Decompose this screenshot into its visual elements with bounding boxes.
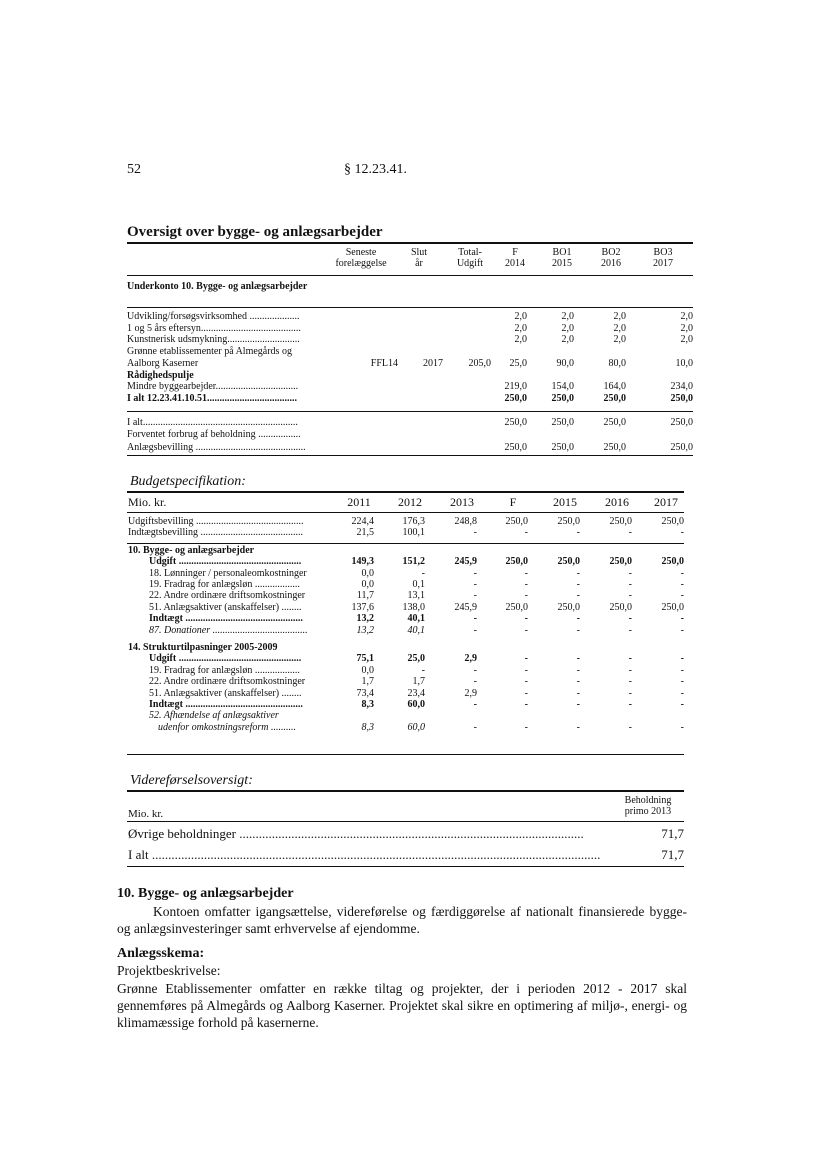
budget-row-label: 22. Andre ordinære driftsomkostninger [149, 676, 306, 688]
scheme-text: Grønne Etablissementer omfatter en række tiltag og projekter, der i perioden 2012 - 2017 skal gennemføres på Almegårds og Aalborg Kaserner. Projektet skal sikre en optimering af miljø-, energi- og klimamæssige forhold på kasernerne. [117, 981, 687, 1030]
budget-cell-value: - [576, 664, 580, 676]
overview-total-value: 250,0 [603, 417, 626, 428]
budget-cell-value: - [576, 590, 580, 602]
overview-title: Oversigt over bygge- og anlægsarbejder [127, 224, 383, 240]
budget-cell-value: - [576, 567, 580, 579]
budget-cell-value: - [628, 579, 632, 590]
overview-row-label: Grønne etablissementer på Almegårds og [127, 346, 292, 358]
budget-cell-value: - [576, 721, 580, 733]
overview-row-value: 2017 [423, 357, 443, 369]
overview-row-label: 1 og 5 års eftersyn........................................ [127, 322, 301, 334]
budget-cell-value: - [680, 590, 684, 602]
budget-cell-value: - [680, 613, 684, 625]
overview-row-value: 250,0 [603, 392, 626, 404]
budget-cell-value: 250,0 [661, 556, 684, 568]
budget-cell-value: - [524, 664, 528, 676]
budget-cell-value: 250,0 [505, 601, 528, 613]
overview-row-label: Udvikling/forsøgsvirksomhed .................... [127, 311, 300, 322]
budget-cell-value: - [680, 664, 684, 676]
budget-cell-value: - [628, 567, 632, 579]
budget-cell-value: - [576, 687, 580, 699]
budget-cell-value: - [628, 676, 632, 688]
overview-row-value: 2,0 [680, 322, 693, 334]
overview-row-value: 154,0 [551, 381, 574, 393]
budget-cell-value: 1,7 [361, 676, 374, 688]
budget-cell-value: 250,0 [661, 601, 684, 613]
budget-cell-value: - [524, 653, 528, 665]
overview-row-value: 2,0 [561, 322, 574, 334]
overview-row-label: Kunstnerisk udsmykning............................. [127, 334, 300, 346]
budget-row-label: Indtægt ............................................... [149, 613, 303, 625]
overview-header-line2: forelæggelse [335, 258, 387, 269]
budget-cell-value: 250,0 [557, 556, 580, 568]
overview-row-value: 2,0 [514, 322, 527, 334]
section10-heading: 10. Bygge- og anlægsarbejder [117, 886, 294, 901]
budget-cell-value: - [473, 699, 477, 710]
overview-header-line1: BO3 [653, 247, 673, 258]
budget-cell-value: 0,0 [361, 579, 374, 590]
overview-row-label: Mindre byggearbejder................................. [127, 381, 299, 393]
budget-cell-value: - [524, 676, 528, 688]
budget-row-rule [127, 543, 684, 544]
budget-cell-value: - [628, 590, 632, 602]
budget-cell-value: 250,0 [609, 516, 632, 527]
budget-cell-value: 75,1 [356, 653, 374, 665]
budget-cell-value: - [680, 687, 684, 699]
budget-cell-value: - [628, 653, 632, 665]
budget-cell-value: 0,1 [412, 579, 425, 590]
overview-row-value: 250,0 [504, 392, 527, 404]
transfer-col-line2: primo 2013 [624, 806, 672, 817]
overview-total-label: Forventet forbrug af beholdning ................. [127, 429, 301, 441]
budget-cell-value: 100,1 [402, 527, 425, 539]
overview-row-label: Aalborg Kaserner [127, 357, 199, 369]
budget-cell-value: - [524, 527, 528, 539]
budget-cell-value: - [576, 613, 580, 625]
budget-cell-value: - [576, 527, 580, 539]
budget-cell-value: - [473, 676, 477, 688]
budget-row-label: 52. Afhændelse af anlægsaktiver [149, 710, 279, 722]
budget-cell-value: - [524, 699, 528, 710]
overview-row-value: 205,0 [468, 357, 491, 369]
budget-cell-value: 151,2 [402, 556, 425, 568]
budget-row-label: Udgiftsbevilling ........................................... [128, 516, 304, 527]
overview-header-line1: BO1 [552, 247, 572, 258]
budget-row-label: Indtægtsbevilling ......................................... [128, 527, 303, 539]
budget-cell-value: - [628, 687, 632, 699]
budget-cell-value: - [680, 676, 684, 688]
budget-cell-value: - [576, 579, 580, 590]
overview-row-value: FFL14 [370, 357, 398, 369]
budget-cell-value: 2,9 [464, 687, 477, 699]
budget-cell-value: - [421, 567, 425, 579]
overview-row-label: I alt 12.23.41.10.51.................................... [127, 392, 297, 404]
budget-cell-value: 245,9 [454, 601, 477, 613]
overview-row-value: 2,0 [613, 322, 626, 334]
overview-total-value: 250,0 [504, 417, 527, 428]
budget-cell-value: 25,0 [407, 653, 425, 665]
overview-total-value: 250,0 [551, 417, 574, 428]
budget-year-header: 2015 [553, 495, 577, 509]
overview-header-line1: Total- [458, 247, 482, 258]
budget-cell-value: 2,9 [464, 653, 477, 665]
section-reference: § 12.23.41. [344, 162, 407, 177]
overview-header-line2: 2017 [653, 258, 673, 269]
overview-total-value: 250,0 [603, 441, 626, 453]
budget-cell-value: - [524, 613, 528, 625]
overview-header-rule [127, 275, 693, 276]
budget-cell-value: - [473, 721, 477, 733]
budget-cell-value: 11,7 [356, 590, 374, 602]
overview-row-value: 219,0 [504, 381, 527, 393]
budget-cell-value: - [576, 653, 580, 665]
transfer-row-label: Øvrige beholdninger .......................................................................................................... [128, 826, 584, 841]
budget-cell-value: 13,2 [356, 613, 374, 625]
budget-cell-value: - [576, 699, 580, 710]
budget-bottom-rule [127, 754, 684, 755]
budget-cell-value: - [680, 721, 684, 733]
budget-row-label: udenfor omkostningsreform .......... [158, 721, 296, 733]
overview-row-value: 164,0 [603, 381, 626, 393]
budget-year-header: 2013 [450, 495, 474, 509]
overview-bottom-rule [127, 455, 693, 456]
transfer-col-line1: Beholdning [624, 795, 672, 806]
page-number: 52 [127, 162, 141, 177]
overview-row-value: 2,0 [680, 311, 693, 322]
budget-cell-value: 8,3 [361, 699, 374, 710]
scheme-subheading: Projektbeskrivelse: [117, 963, 221, 978]
budget-cell-value: - [628, 699, 632, 710]
budget-cell-value: 250,0 [661, 516, 684, 527]
budget-cell-value: - [473, 624, 477, 636]
budget-cell-value: 60,0 [407, 699, 425, 710]
budget-cell-value: - [473, 664, 477, 676]
budget-year-header: 2016 [605, 495, 629, 509]
budget-cell-value: 245,9 [454, 556, 477, 568]
transfer-row-value: 71,7 [661, 826, 684, 841]
budget-cell-value: - [473, 567, 477, 579]
budget-cell-value: - [524, 721, 528, 733]
budget-top-rule [127, 491, 684, 493]
overview-row-value: 234,0 [670, 381, 693, 393]
transfer-row-label: I alt .......................................................................................................................................... [128, 847, 601, 862]
transfer-bottom-rule [127, 866, 684, 867]
overview-row-value: 250,0 [670, 392, 693, 404]
budget-cell-value: 149,3 [351, 556, 374, 568]
overview-row-value: 250,0 [551, 392, 574, 404]
budget-cell-value: 176,3 [402, 516, 425, 527]
overview-row-value: 2,0 [561, 334, 574, 346]
budget-cell-value: - [524, 567, 528, 579]
overview-header-line2: Udgift [456, 258, 484, 269]
budget-cell-value: - [473, 527, 477, 539]
overview-total-value: 250,0 [551, 441, 574, 453]
budget-row-label: Udgift ................................................. [149, 653, 302, 665]
overview-row-value: 2,0 [680, 334, 693, 346]
overview-top-rule [127, 242, 693, 244]
overview-header-line2: 2016 [601, 258, 621, 269]
budget-cell-value: - [524, 579, 528, 590]
budget-cell-value: 250,0 [557, 516, 580, 527]
overview-row-value: 2,0 [613, 311, 626, 322]
budget-cell-value: 40,1 [407, 613, 425, 625]
overview-header-line1: Seneste [345, 247, 377, 258]
overview-row-value: 2,0 [514, 334, 527, 346]
overview-row-label: Rådighedspulje [127, 369, 194, 381]
overview-header-line2: 2014 [505, 258, 525, 269]
budget-unit: Mio. kr. [128, 495, 167, 509]
budget-cell-value: 0,0 [361, 664, 374, 676]
budget-row-label: 51. Anlægsaktiver (anskaffelser) ........ [149, 601, 302, 613]
overview-total-label: I alt.............................................................. [127, 417, 298, 428]
overview-header-line2: 2015 [552, 258, 572, 269]
budget-year-header: 2011 [347, 495, 371, 509]
overview-row-value: 80,0 [608, 357, 626, 369]
overview-row-value: 2,0 [514, 311, 527, 322]
overview-row-value: 90,0 [556, 357, 574, 369]
overview-row-value: 25,0 [509, 357, 527, 369]
budget-cell-value: 23,4 [407, 687, 425, 699]
budget-row-label: 14. Strukturtilpasninger 2005-2009 [128, 642, 278, 653]
budget-cell-value: - [628, 721, 632, 733]
budget-cell-value: 73,4 [356, 687, 374, 699]
overview-header-line1: F [512, 247, 518, 258]
budget-cell-value: 250,0 [505, 556, 528, 568]
budget-cell-value: 40,1 [407, 624, 425, 636]
budget-cell-value: 0,0 [361, 567, 374, 579]
budget-cell-value: - [680, 624, 684, 636]
transfer-unit: Mio. kr. [128, 808, 164, 820]
budget-cell-value: 1,7 [412, 676, 425, 688]
transfer-header-rule [127, 821, 684, 822]
budget-year-header: 2017 [654, 495, 678, 509]
budget-row-label: 51. Anlægsaktiver (anskaffelser) ........ [149, 687, 302, 699]
budget-cell-value: - [473, 613, 477, 625]
budget-row-label: 19. Fradrag for anlægsløn .................. [149, 664, 300, 676]
budget-cell-value: - [524, 624, 528, 636]
overview-total-label: Anlægsbevilling ............................................ [127, 441, 306, 453]
budget-row-label: 87. Donationer ...................................... [149, 624, 308, 636]
budget-cell-value: - [628, 624, 632, 636]
overview-header-line2: år [415, 258, 423, 269]
budget-cell-value: - [680, 567, 684, 579]
overview-row-value: 2,0 [561, 311, 574, 322]
budget-cell-value: 21,5 [356, 527, 374, 539]
budget-row-label: 19. Fradrag for anlægsløn .................. [149, 579, 300, 590]
budget-cell-value: 250,0 [609, 556, 632, 568]
overview-row-value: 2,0 [613, 334, 626, 346]
budget-cell-value: - [421, 664, 425, 676]
budget-cell-value: 137,6 [351, 601, 374, 613]
budget-cell-value: - [680, 653, 684, 665]
transfer-row-value: 71,7 [661, 847, 684, 862]
budget-cell-value: - [524, 590, 528, 602]
budget-cell-value: - [628, 613, 632, 625]
budget-cell-value: 60,0 [407, 721, 425, 733]
budget-row-label: 18. Lønninger / personaleomkostninger [149, 567, 307, 579]
overview-row-value: 10,0 [675, 357, 693, 369]
section10-text: Kontoen omfatter igangsættelse, videreførelse og færdiggørelse af nationalt finansierede bygge- og anlægsinvesteringer samt erhvervelse af ejendomme. [117, 904, 687, 936]
budget-cell-value: - [628, 527, 632, 539]
budget-cell-value: 248,8 [454, 516, 477, 527]
overview-total-value: 250,0 [670, 441, 693, 453]
budget-cell-value: - [680, 527, 684, 539]
budget-cell-value: 250,0 [557, 601, 580, 613]
scheme-heading: Anlægsskema: [117, 946, 205, 961]
overview-total-value: 250,0 [504, 441, 527, 453]
budget-cell-value: - [473, 590, 477, 602]
budget-cell-value: 224,4 [351, 516, 374, 527]
budget-cell-value: 250,0 [505, 516, 528, 527]
transfer-top-rule [127, 790, 684, 792]
budget-cell-value: - [576, 624, 580, 636]
budget-row-label: 22. Andre ordinære driftsomkostninger [149, 590, 306, 602]
budget-row-label: Indtægt ............................................... [149, 699, 303, 710]
budget-cell-value: 13,1 [407, 590, 425, 602]
overview-total-rule [127, 411, 693, 412]
budget-cell-value: - [576, 676, 580, 688]
budget-row-label: Udgift ................................................. [149, 556, 302, 568]
overview-header-line1: BO2 [601, 247, 621, 258]
budget-cell-value: - [680, 579, 684, 590]
budget-cell-value: - [524, 687, 528, 699]
transfer-title: Videreførselsoversigt: [130, 773, 253, 788]
overview-subaccount-label: Underkonto 10. Bygge- og anlægsarbejder [127, 281, 308, 292]
budget-cell-value: - [680, 699, 684, 710]
budget-cell-value: 13,2 [356, 624, 374, 636]
budget-year-header: 2012 [398, 495, 422, 509]
budget-header-rule [127, 512, 684, 513]
budget-cell-value: 8,3 [361, 721, 374, 733]
budget-cell-value: - [628, 664, 632, 676]
budget-cell-value: - [473, 579, 477, 590]
budget-year-header: F [509, 495, 517, 509]
budget-cell-value: 138,0 [402, 601, 425, 613]
overview-subaccount-rule [127, 307, 693, 308]
budget-cell-value: 250,0 [609, 601, 632, 613]
overview-header-line1: Slut [410, 247, 428, 258]
overview-total-value: 250,0 [670, 417, 693, 428]
budget-title: Budgetspecifikation: [130, 474, 246, 489]
budget-row-label: 10. Bygge- og anlægsarbejder [128, 544, 255, 556]
